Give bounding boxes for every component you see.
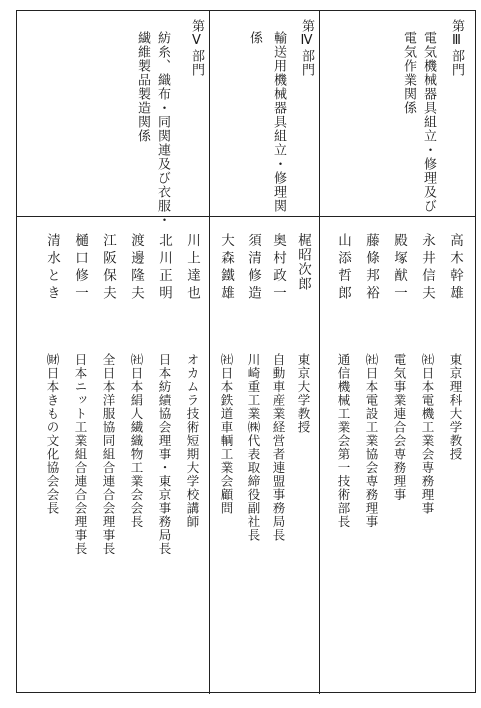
member-name: 奥村政一 — [270, 233, 286, 303]
member-name: 須清修造 — [245, 233, 261, 303]
member-title: ㈳日本電設工業協会専務理事 — [364, 353, 379, 529]
member-name: 山添哲郎 — [335, 233, 351, 303]
section-topic-4-line-2: 係 — [247, 31, 262, 45]
section-divider-3-4 — [319, 11, 320, 694]
member-title: 自動車産業経営者連盟事務局長 — [271, 353, 286, 542]
section-part-4: 第Ⅳ部門 — [299, 19, 314, 77]
member-title: 日本ニット工業組合連合会理事長 — [73, 353, 88, 556]
member-name: 永井信夫 — [419, 233, 435, 303]
member-title: オカムラ技術短期大学校講師 — [185, 353, 200, 529]
member-title: ㈳日本電機工業会専務理事 — [420, 353, 435, 515]
member-name: 渡邊隆夫 — [128, 233, 144, 303]
member-name: 高木幹雄 — [447, 233, 463, 303]
section-part-3: 第Ⅲ部門 — [449, 19, 464, 77]
member-name: 江阪保夫 — [100, 233, 116, 303]
member-title: 電気事業連合会専務理事 — [392, 353, 407, 502]
header-divider — [17, 216, 475, 217]
member-title: ㈶日本きもの文化協会会長 — [45, 353, 60, 515]
section-topic-5-line-2: 繊維製品製造関係 — [135, 31, 150, 143]
document-frame — [16, 10, 476, 693]
section-divider-4-5 — [209, 11, 210, 694]
member-title: 通信機械工業会第一技術部長 — [336, 353, 351, 529]
section-topic-3-line-1: 電気機械器具組立・修理及び — [421, 31, 436, 213]
section-topic-4-line-1: 輸送用機械器具組立・修理関 — [271, 31, 286, 213]
member-title: 全日本洋服協同組合連合会理事長 — [101, 353, 116, 556]
member-title: 日本紡績協会理事・東京事務局長 — [157, 353, 172, 556]
member-title: ㈳日本鉄道車輌工業会顧問 — [219, 353, 234, 515]
member-name: 梶昭次郎 — [295, 233, 311, 291]
member-title: ㈳日本絹人繊織物工業会会長 — [129, 353, 144, 529]
member-title: 東京大学教授 — [296, 353, 311, 434]
member-title: 川崎重工業㈱代表取締役副社長 — [246, 353, 261, 542]
member-name: 殿塚猷一 — [391, 233, 407, 303]
section-topic-5-line-1: 紡糸、織布・同関連及び衣服・ — [155, 31, 170, 227]
member-name: 川上達也 — [184, 233, 200, 303]
member-name: 清水とき — [44, 233, 60, 303]
section-topic-3-line-2: 電気作業関係 — [401, 31, 416, 115]
member-title: 東京理科大学教授 — [448, 353, 463, 461]
member-name: 北川正明 — [156, 233, 172, 303]
section-part-5: 第Ⅴ部門 — [189, 19, 204, 77]
member-name: 樋口修一 — [72, 233, 88, 303]
member-name: 藤條邦裕 — [363, 233, 379, 303]
member-name: 大森鐵雄 — [218, 233, 234, 303]
